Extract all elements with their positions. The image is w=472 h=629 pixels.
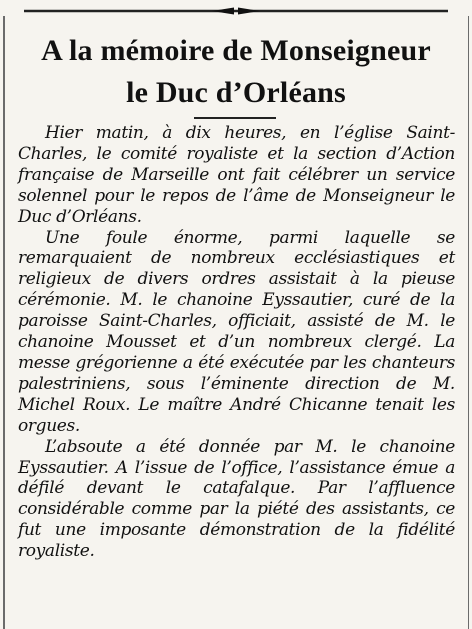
article-headline [12,30,460,114]
left-column-rule [3,16,5,629]
paragraph-3: L’absoute a été donnée par M. le chanoine Eyssautier. A l’issue de l’office, l’assistance émue a défilé devant le catafalque. Par l’affluence considérable comme par la piété des assistants, ce fut une imposante démonstration de la fidélité royaliste. [18,436,455,562]
top-ornamental-rule [24,6,448,16]
paragraph-1: Hier matin, à dix heures, en l’église Saint-Charles, le comité royaliste et la section d’Action française de Marseille ont fait célébrer un service solennel pour le repos de l’âme de Monseigneur le Duc d’Orléans. [18,123,455,227]
headline-line-1: A la mémoire de Monseigneur [41,34,431,67]
right-column-rule [468,16,470,629]
headline-separator [194,117,276,119]
article-body [18,123,455,562]
paragraph-2: Une foule énorme, parmi laquelle se remarquaient de nombreux ecclésiastiques et religieux de divers ordres assistait à la pieuse cérémonie. M. le chanoine Eyssautier, curé de la paroisse Saint-Charles, officiait, assisté de M. le chanoine Mousset et d’un nombreux clergé. La messe grégorienne a été exécutée par les chanteurs palestriniens, sous l’éminente direction de M. Michel Roux. Le maître André Chicanne tenait les orgues. [18,227,455,436]
headline-line-2: le Duc d’Orléans [126,76,346,109]
